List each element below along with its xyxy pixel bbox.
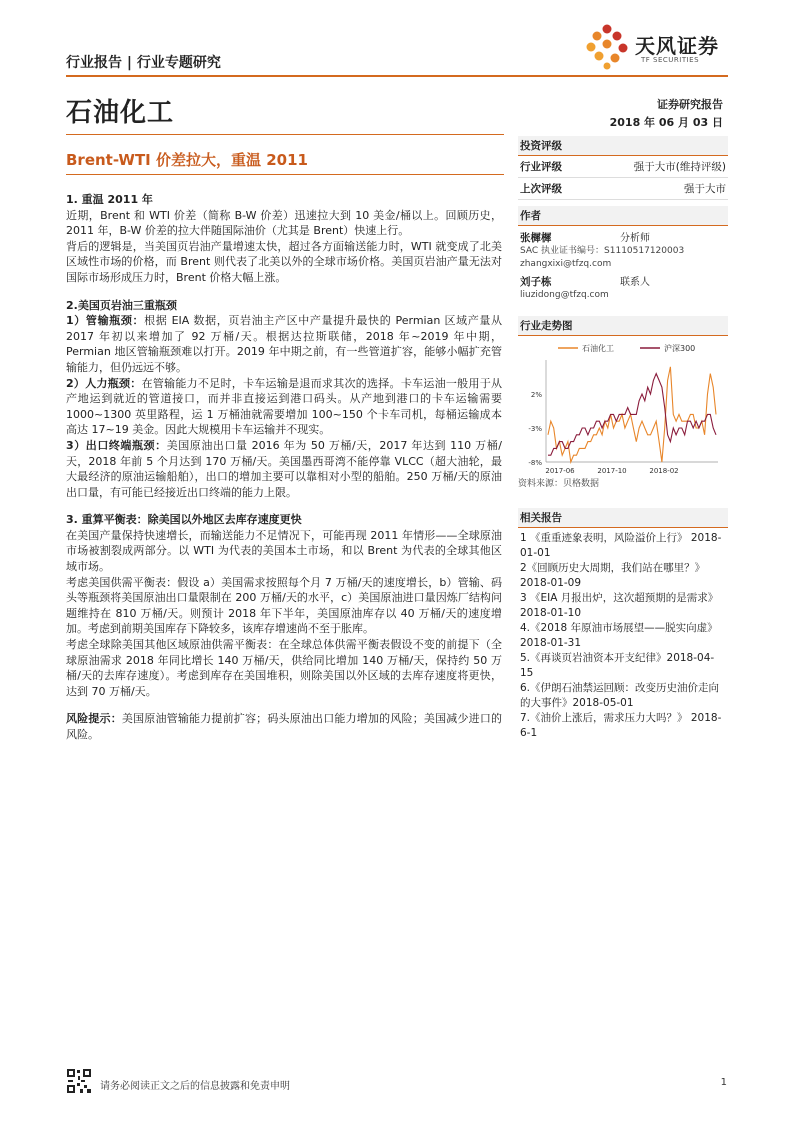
paragraph-lead: 2）人力瓶颈： [66,376,142,390]
risk-label: 风险提示： [66,712,122,726]
disclaimer-notice: 请务必阅读正文之后的信息披露和免责申明 [100,1081,290,1092]
report-body [66,192,502,743]
related-report-link[interactable]: 3 《EIA 月报出炉，这次超预期的是需求》 2018-01-10 [520,592,719,619]
rating-row [518,156,728,178]
trend-panel [518,316,728,491]
paragraph-lead: 1）管输瓶颈： [66,314,145,328]
report-category: 行业报告 | 行业专题研究 [66,55,221,71]
legend-label: 沪深300 [664,344,696,353]
report-type: 证券研究报告 [657,98,723,111]
paragraph [66,438,502,500]
rating-row [518,178,728,200]
paragraph-lead: 3）出口终端瓶颈： [66,438,167,452]
company-logo-icon [585,24,629,70]
company-name-en: TF SECURITIES [641,56,700,64]
x-tick-label: 2017-06 [545,467,575,475]
x-tick-label: 2017-10 [597,467,627,475]
author-email[interactable]: zhangxixi@tfzq.com [520,259,612,269]
rating-header: 投资评级 [518,136,728,156]
related-report-link[interactable]: 2《回顾历史大周期，我们站在哪里？》 2018-01-09 [520,562,706,589]
risk-text: 美国原油管输能力提前扩容；码头原油出口能力增加的风险；美国减少进口的风险。 [66,712,502,741]
risk-note [66,711,502,742]
rating-value: 强于大市(维持评级) [633,161,726,173]
y-tick-label: 2% [530,391,542,399]
paragraph: 考虑美国供需平衡表：假设 a）美国需求按照每个月 7 万桶/天的速度增长，b）管输、码头等瓶颈将美国原油出口量限制在 200 万桶/天的水平，c）美国原油进口量因炼厂结构问题维持在 810 万桶/天。则预计 2018 年下半年，美国原油库存以 40 万桶/天的速度增加。考虑到前期美国库存下降较多，该库存增速尚不至于胀库。 [66,575,502,636]
sector-divider [66,134,504,135]
related-report-link[interactable]: 5.《再谈页岩油资本开支纪律》2018-04-15 [520,652,715,679]
author-role: 分析师 [620,233,650,244]
related-panel [518,508,728,741]
paragraph: 考虑全球除美国其他区域原油供需平衡表：在全球总体供需平衡表假设不变的前提下（全球原油需求 2018 年同比增长 140 万桶/天，供给同比增加 140 万桶/天，保持约 50 万桶/天的去库存速度）。考虑到库存在美国堆积，则除美国以外区域的去库存速度将更快，达到 70 万桶/天。 [66,638,502,698]
related-header: 相关报告 [518,508,728,528]
section-heading: 3. 重算平衡表：除美国以外地区去库存速度更快 [66,513,302,527]
related-report-link[interactable]: 6.《伊朗石油禁运回顾：改变历史油价走向的大事件》2018-05-01 [520,682,720,709]
rating-key: 上次评级 [520,183,562,195]
author-name: 张樨樨 [520,232,552,244]
report-date: 2018 年 06 月 03 日 [609,116,723,129]
paragraph: 背后的逻辑是，当美国页岩油产量增速太快，超过各方面输送能力时，WTI 就变成了北美区域性市场的价格，而 Brent 则代表了北美以外的全球市场价格。美国页岩油产量无法对国际市场形成压力时，Brent 价格大幅上涨。 [66,239,502,284]
paragraph-text: 美国原油出口量 2016 年为 50 万桶/天，2017 年达到 110 万桶/天，2018 年前 5 个月达到 170 万桶/天。美国墨西哥湾不能停靠 VLCC（超大油轮，最大最经济的原油运输船舶），出口的增加主要可以靠相对小型的船舶。250 万桶/天的原油出口量，有可能已经接近出口终端的能力上限。 [66,438,503,499]
trend-header: 行业走势图 [518,316,728,336]
rating-key: 行业评级 [520,161,562,173]
paragraph [66,313,502,375]
legend-label: 石油化工 [582,344,614,353]
related-report-link[interactable]: 1 《重重迹象表明，风险溢价上行》 2018-01-01 [520,532,722,559]
author-header: 作者 [518,206,728,226]
section-heading: 1. 重温 2011 年 [66,193,153,206]
author-role: 联系人 [620,277,650,288]
header-divider [66,75,728,77]
page-number: 1 [720,1077,727,1088]
related-report-link[interactable]: 4.《2018 年原油市场展望——脱实向虚》2018-01-31 [520,622,718,649]
title-divider [66,174,504,175]
company-name-cn: 天风证券 [635,34,719,58]
section-heading: 2.美国页岩油三重瓶颈 [66,298,177,312]
author-name: 刘子栋 [520,276,552,288]
qr-code-icon [66,1068,92,1094]
paragraph-text: 在管输能力不足时，卡车运输是退而求其次的选择。卡车运油一般用于从产地运到就近的管道接口，而并非直接运到港口码头。从产地到港口的卡车运输需要 1000~1300 英里路程，运 1 万桶油就需要增加 100~150 个卡车司机，每桶运输成本高达 17~19 美金。因此大规模用卡车运输并不现实。 [66,376,502,437]
trend-chart [518,336,728,476]
paragraph-text: 根据 EIA 数据，页岩油主产区中产量提升最快的 Permian 区域产量从 2017 年初以来增加了 92 万桶/天。根据达拉斯联储，2018 年~2019 年中期，Permian 地区管输瓶颈难以打开。2019 年中期之前，有一些管道扩容，能够小幅扩充管输能力，但仍远远不够。 [66,314,503,374]
author-email[interactable]: liuzidong@tfzq.com [520,290,609,300]
rating-panel [518,136,728,200]
rating-value: 强于大市 [684,183,726,195]
sector-title: 石油化工 [66,98,175,128]
related-report-link[interactable]: 7.《油价上涨后，需求压力大吗？》 2018-6-1 [520,712,722,739]
paragraph: 近期，Brent 和 WTI 价差（简称 B-W 价差）迅速拉大到 10 美金/桶以上。回顾历史，2011 年，B-W 价差的拉大伴随国际油价（尤其是 Brent）快速上行。 [66,208,502,238]
author-panel [518,206,728,302]
chart-source: 资料来源：贝格数据 [518,479,600,489]
author-cert: SAC 执业证书编号：S1110517120003 [520,246,685,256]
y-tick-label: -3% [528,425,542,433]
x-tick-label: 2018-02 [649,467,679,475]
paragraph [66,376,502,438]
report-title: Brent-WTI 价差拉大，重温 2011 [66,151,308,169]
paragraph: 在美国产量保持快速增长，而输送能力不足情况下，可能再现 2011 年情形——全球原油市场被割裂成两部分。以 WTI 为代表的美国本土市场，和以 Brent 为代表的全球其他区域市场。 [66,528,502,574]
y-tick-label: -8% [528,459,542,467]
